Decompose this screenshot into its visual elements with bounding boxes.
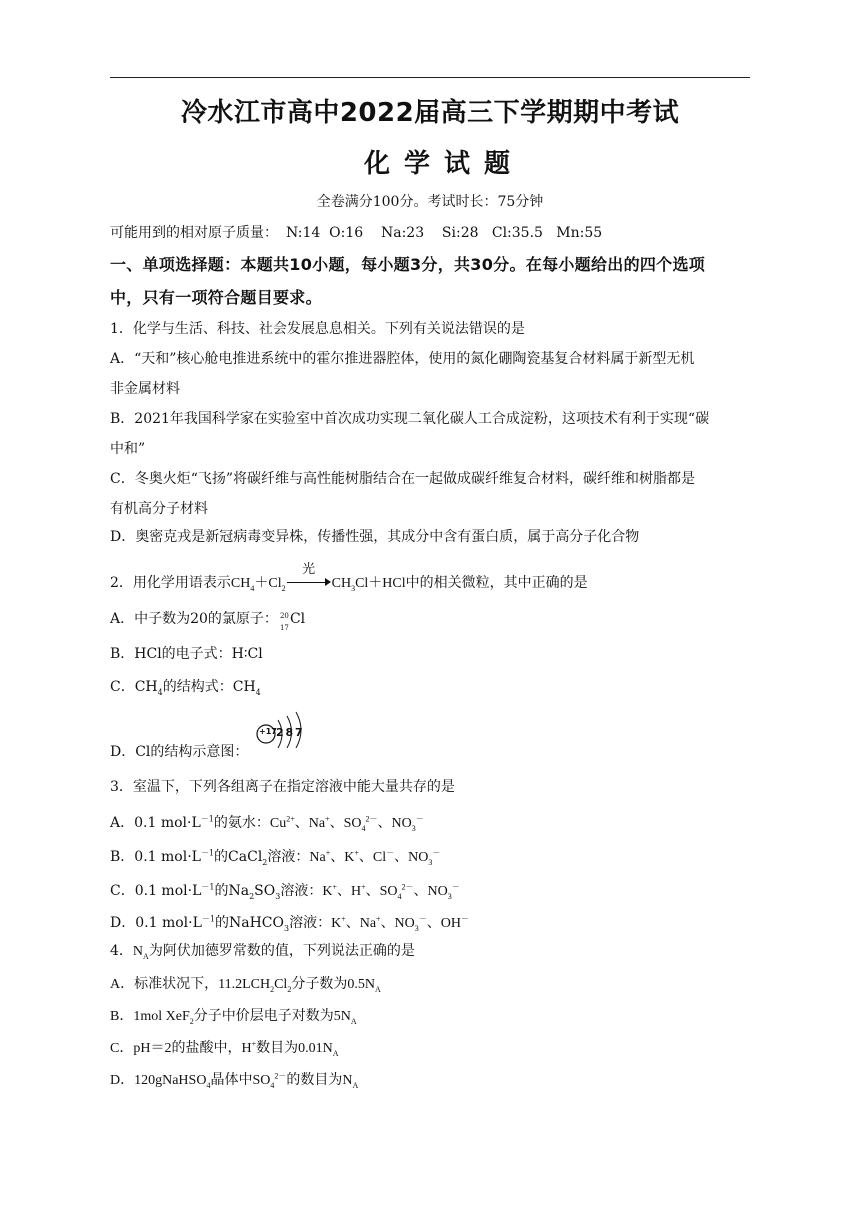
q1-option-b-line2: 中和” xyxy=(110,441,146,457)
q4-stem-prefix: 4． xyxy=(110,943,133,959)
section-heading-line2: 中，只有一项符合题目要求。 xyxy=(110,288,322,307)
q4-option-c: C．pH＝2的盐酸中，H+数目为$0.01N_A$ xyxy=(110,1039,339,1058)
q2-reactants: $CH_4+Cl_2$ xyxy=(230,576,286,593)
q2-option-c: C．$CH_4$的结构式：$CH_4$ xyxy=(110,679,261,697)
q3-option-d-ions: K+、Na+、$NO_3^-$、OH－ xyxy=(331,914,470,933)
q3-option-d: D．0.1 $mol\cdot L^{-1}$的NaHCO$_3$溶液：K+、Na+、$NO_3^-$、OH－ xyxy=(110,914,470,933)
atomic-masses-values: N:14 O:16 Na:23 Si:28 Cl:35.5 Mn:55 xyxy=(286,225,603,241)
exam-title: 冷水江市高中2022届高三下学期期中考试 xyxy=(180,98,680,128)
q2-stem-suffix: 中的相关微粒，其中正确的是 xyxy=(405,575,588,591)
arrow-label: 光 xyxy=(302,562,316,577)
avogadro-symbol: $N_A$ xyxy=(132,944,149,961)
q3-option-b-solvent: 的CaCl xyxy=(214,849,263,865)
q1-option-a-line2: 非金属材料 xyxy=(110,381,180,397)
q3-option-c-solvent: 的Na xyxy=(214,883,250,899)
q4-option-c-tail: 数目为0.01N xyxy=(256,1041,333,1056)
q1-option-b-line1: B．2021年我国科学家在实验室中首次成功实现二氧化碳人工合成淀粉，这项技术有利于实现“碳 xyxy=(110,411,710,427)
q2-products: $CH_3Cl+HCl$ xyxy=(331,576,406,593)
exam-info: 全卷满分100分。考试时长：75分钟 xyxy=(316,194,544,210)
q4-option-a-text: A．标准状况下，11.2LCH xyxy=(110,977,271,992)
q4-option-b-tail: 分子中价层电子对数为5N xyxy=(193,1009,351,1024)
q1-option-d: D．奥密克戎是新冠病毒变异株，传播性强，其成分中含有蛋白质，属于高分子化合物 xyxy=(110,529,640,545)
q3-concentration: 0.1 mol·L xyxy=(134,849,201,865)
q3-option-d-solvent: 的NaHCO xyxy=(214,915,284,931)
q2-option-c-text: C．CH xyxy=(110,679,158,695)
q3-concentration: 0.1 mol·L xyxy=(134,883,202,899)
q4-option-b: B．1mol XeF$_2$分子中价层电子对数为$5N_A$ xyxy=(110,1009,357,1026)
section-heading-line1: 一、单项选择题：本题共10小题，每小题3分，共30分。在每小题给出的四个选项 xyxy=(110,255,706,274)
q3-option-a: A．0.1 $mol\cdot L^{-1}$的氨水：$Cu^{2+}$、Na+、$SO_4^{2-}$、$NO_3^-$ xyxy=(110,814,424,833)
q3-option-b-ions: Na+、K+、Cl－、$NO_3^-$ xyxy=(309,848,441,867)
q1-stem: 1．化学与生活、科技、社会发展息息相关。下列有关说法错误的是 xyxy=(110,321,525,337)
q3-option-a-label: A． xyxy=(110,815,135,831)
q2-option-a xyxy=(110,610,755,632)
q1-option-a-line1: A．“天和”核心舱电推进系统中的霍尔推进器腔体，使用的氮化硼陶瓷基复合材料属于新型无机 xyxy=(110,351,695,367)
q1-option-c-line2: 有机高分子材料 xyxy=(110,501,208,517)
q2-option-c-tail: 的结构式：CH xyxy=(162,679,256,695)
q3-option-c-ions: K+、H+、$SO_4^{2-}$、$NO_3^-$ xyxy=(322,882,460,901)
q3-option-d-solvent-tail: 溶液： xyxy=(289,915,332,931)
q3-concentration: 0.1 mol·L xyxy=(134,815,201,831)
q4-option-d-tail: 的数目为N xyxy=(286,1073,353,1088)
q3-option-a-solvent: 的氨水： xyxy=(213,815,270,831)
atomic-number: 17 xyxy=(279,624,289,632)
q3-concentration: 0.1 mol·L xyxy=(135,915,202,931)
mass-number: 20 xyxy=(279,612,289,620)
q4-option-a-tail: 分子数为0.5N xyxy=(291,977,375,992)
q4-option-d-text: D．120gNaHSO xyxy=(110,1073,207,1088)
q2-stem xyxy=(110,562,755,593)
q4-option-d-mid: 晶体中 xyxy=(210,1073,253,1088)
atomic-masses-line xyxy=(110,224,755,242)
q4-option-d: D．120gNaHSO$_4$晶体中$SO_4^{2-}$的数目为$N_A$ xyxy=(110,1071,359,1090)
atom-nucleus-label: +17 xyxy=(259,727,277,736)
q3-stem: 3．室温下，下列各组离子在指定溶液中能大量共存的是 xyxy=(110,779,455,795)
q4-stem xyxy=(110,942,755,961)
q3-option-b: B．0.1 $mol\cdot L^{-1}$的CaCl$_2$溶液：Na+、K+、Cl－、$NO_3^-$ xyxy=(110,848,441,867)
q2-option-a-text: A．中子数为20的氯原子： xyxy=(110,611,278,627)
q3-option-b-solvent-tail: 溶液： xyxy=(267,849,310,865)
top-rule xyxy=(110,77,750,78)
atomic-masses-label: 可能用到的相对原子质量： xyxy=(110,225,278,241)
q4-option-a: A．标准状况下，$11.2LCH_2Cl_2$分子数为$0.5N_A$ xyxy=(110,977,381,994)
q2-option-d: D．Cl的结构示意图： xyxy=(110,744,249,760)
nuclide-symbol xyxy=(278,610,290,632)
q3-option-c-solvent-tail: 溶液： xyxy=(280,883,323,899)
q2-stem-prefix: 2．用化学用语表示 xyxy=(110,575,231,591)
q4-option-c-text: C．pH＝2的盐酸中， xyxy=(110,1041,242,1056)
q3-option-c-label: C． xyxy=(110,883,135,899)
subject-title: 化学试题 xyxy=(363,149,524,179)
q1-option-c-line1: C．冬奥火炬“飞扬”将碳纤维与高性能树脂结合在一起做成碳纤维复合材料，碳纤维和树脂都是 xyxy=(110,471,696,487)
q4-option-b-text: B．1mol XeF xyxy=(110,1009,190,1024)
q3-option-b-label: B． xyxy=(110,849,135,865)
atom-shell-electrons: 2 8 7 xyxy=(276,726,303,739)
nuclide-element: Cl xyxy=(289,611,306,627)
q3-option-c: C．0.1 $mol\cdot L^{-1}$的$Na_2SO_3$溶液：K+、H+、$SO_4^{2-}$、$NO_3^-$ xyxy=(110,882,460,901)
q3-option-a-ions: $Cu^{2+}$、Na+、$SO_4^{2-}$、$NO_3^-$ xyxy=(269,814,424,833)
q4-stem-suffix: 为阿伏加德罗常数的值，下列说法正确的是 xyxy=(148,943,415,959)
q3-option-d-label: D． xyxy=(110,915,136,931)
reaction-arrow-icon xyxy=(287,562,331,589)
q2-option-b: B．HCl的电子式：H∶Cl xyxy=(110,646,263,662)
